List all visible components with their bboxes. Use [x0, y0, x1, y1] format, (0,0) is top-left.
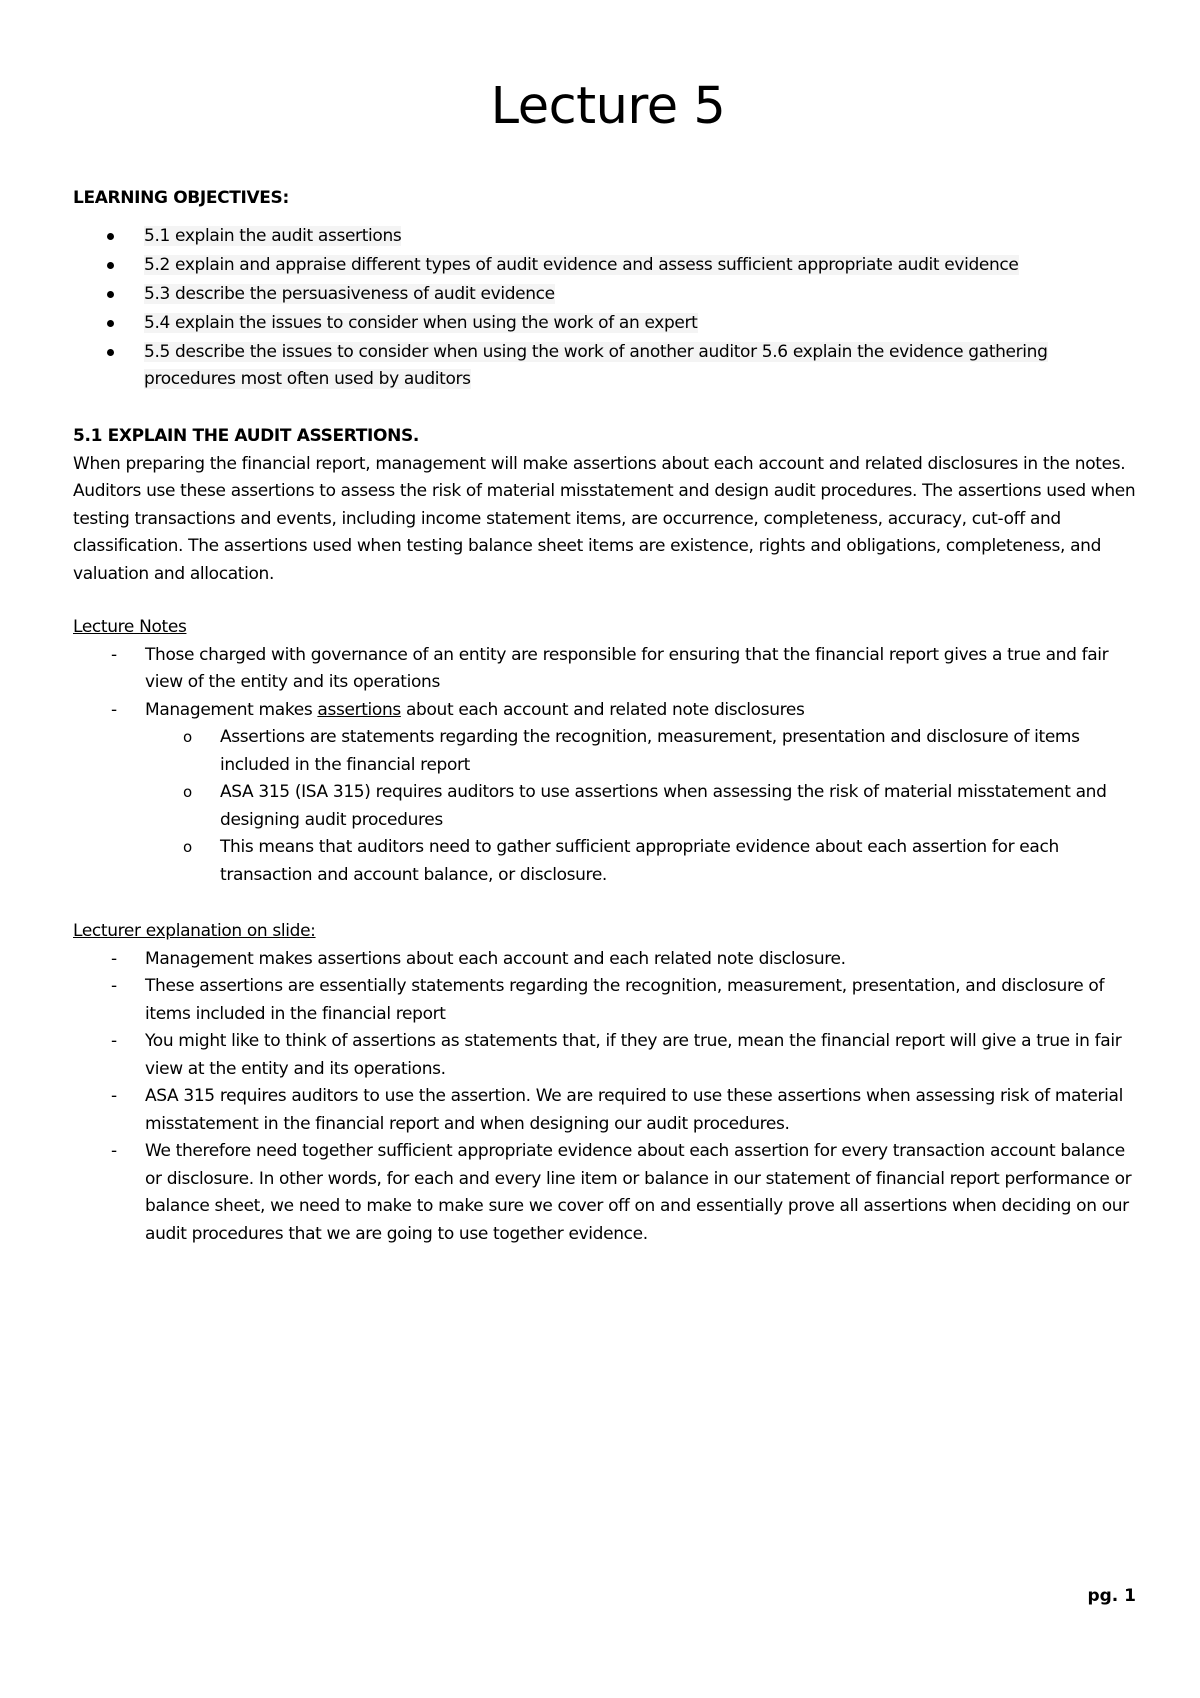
explanation-item [73, 1028, 1143, 1083]
explanation-text: You might like to think of assertions as statements that, if they are true, mean the financial report will give a true in fair view at the entity and its operations. [145, 1031, 1122, 1079]
lecture-note-text: Those charged with governance of an entity are responsible for ensuring that the financial report gives a true and fair view of the entity and its operations [145, 644, 1109, 692]
dash-icon: - [111, 948, 117, 969]
lecture-note-text: about each account and related note disclosures [400, 699, 805, 720]
dash-icon: - [111, 699, 117, 720]
lecture-subnote-text: ASA 315 (ISA 315) requires auditors to use assertions when assessing the risk of material misstatement and designing audit procedures [220, 782, 1107, 830]
dash-icon: - [111, 644, 117, 665]
objective-item [73, 223, 1143, 252]
lecture-subnote-item [145, 834, 1143, 889]
explanation-text: ASA 315 requires auditors to use the assertion. We are required to use these assertions when assessing risk of material misstatement in the financial report and when designing our audit procedures. [145, 1086, 1123, 1134]
bullet-icon [107, 320, 114, 327]
objective-text: 5.2 explain and appraise different types of audit evidence and assess sufficient appropriate audit evidence [144, 254, 1019, 275]
lecture-note-sublist [145, 724, 1143, 889]
circle-bullet-icon: o [183, 783, 192, 801]
explanation-text: These assertions are essentially statements regarding the recognition, measurement, presentation, and disclosure of items included in the financial report [145, 976, 1105, 1024]
circle-bullet-icon: o [183, 728, 192, 746]
lecture-subnote-item [145, 779, 1143, 834]
lecture-notes-heading: Lecture Notes [73, 617, 187, 637]
lecture-subnote-text: This means that auditors need to gather sufficient appropriate evidence about each assertion for each transaction and account balance, or disclosure. [220, 837, 1059, 885]
dash-icon: - [111, 976, 117, 996]
explanation-item [73, 973, 1143, 1028]
lecture-notes [73, 614, 1143, 889]
objective-item [73, 310, 1143, 339]
lecture-notes-list [73, 642, 1143, 890]
lecture-subnote-item [145, 724, 1143, 779]
page-number: pg. 1 [1087, 1586, 1136, 1606]
objective-text: 5.3 describe the persuasiveness of audit evidence [144, 283, 555, 304]
objective-item [73, 281, 1143, 310]
explanation-item [73, 1138, 1143, 1248]
dash-icon: - [111, 1031, 117, 1051]
lecture-note-text: Management makes [145, 699, 318, 720]
objectives-heading: LEARNING OBJECTIVES: [73, 188, 289, 208]
section-paragraph: When preparing the financial report, management will make assertions about each account and related disclosures in the notes. Auditors use these assertions to assess the risk of material misstatement and design audit procedures. The assertions used when testing transactions and events, including income statement items, are occurrence, completeness, accuracy, cut-off and classification. The assertions used when testing balance sheet items are existence, rights and obligations, completeness, and valuation and allocation. [73, 453, 1136, 584]
circle-bullet-icon: o [183, 838, 192, 856]
objective-text: 5.4 explain the issues to consider when using the work of an expert [144, 312, 698, 333]
explanation-text: Management makes assertions about each account and each related note disclosure. [145, 948, 846, 969]
lecture-note-item [73, 697, 1143, 890]
bullet-icon [107, 349, 114, 356]
learning-objectives [73, 185, 1143, 394]
dash-icon: - [111, 1086, 117, 1106]
objective-item [73, 339, 1064, 394]
dash-icon: - [111, 1141, 117, 1161]
lecture-note-item [73, 642, 1143, 697]
explanation-item [73, 1083, 1143, 1138]
objective-text: 5.1 explain the audit assertions [144, 225, 402, 246]
objective-item [73, 252, 1143, 281]
explanation-item [73, 946, 1143, 974]
section-heading: 5.1 EXPLAIN THE AUDIT ASSERTIONS. [73, 426, 419, 446]
lecture-subnote-text: Assertions are statements regarding the recognition, measurement, presentation and disclosure of items included in the financial report [220, 727, 1080, 775]
bullet-icon [107, 291, 114, 298]
section-5-1 [73, 423, 1143, 588]
bullet-icon [107, 262, 114, 269]
lecturer-explanation-heading: Lecturer explanation on slide: [73, 921, 316, 941]
assertions-underlined: assertions [317, 699, 401, 720]
page-title: Lecture 5 [490, 77, 726, 136]
objective-text: 5.5 describe the issues to consider when using the work of another auditor 5.6 explain the evidence gathering procedures most often used by auditors [144, 341, 1048, 389]
lecturer-explanation [73, 918, 1143, 1248]
explanation-text: We therefore need together sufficient appropriate evidence about each assertion for every transaction account balance or disclosure. In other words, for each and every line item or balance in our statement of financial report performance or balance sheet, we need to make to make sure we cover off on and essentially prove all assertions when deciding on our audit procedures that we are going to use together evidence. [145, 1141, 1132, 1244]
objectives-list [73, 223, 1143, 394]
lecturer-explanation-list [73, 946, 1143, 1249]
bullet-icon [107, 233, 114, 240]
